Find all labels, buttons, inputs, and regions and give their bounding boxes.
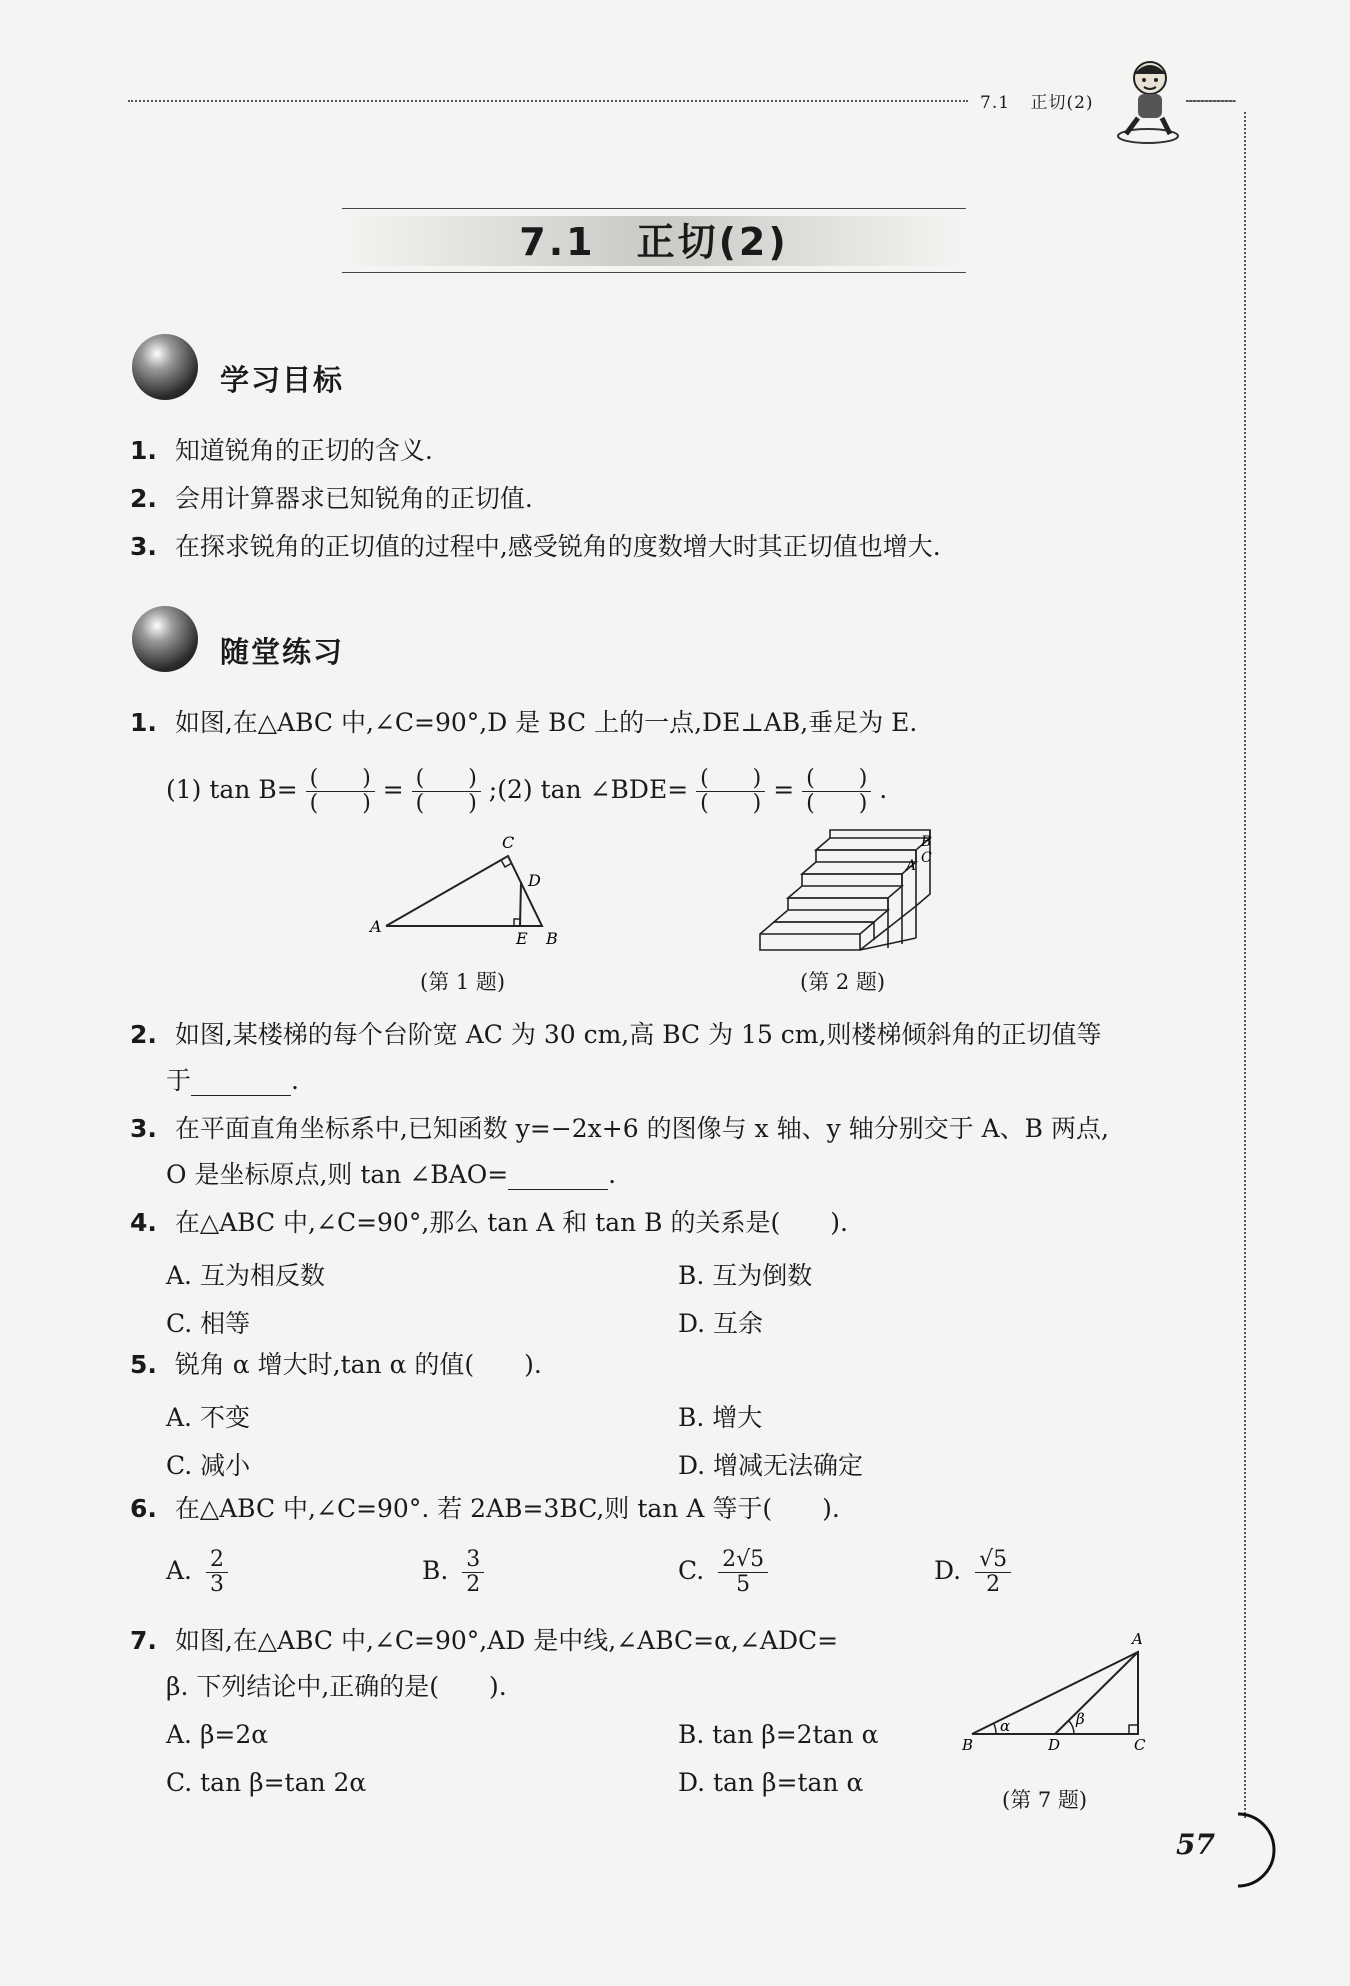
section-title-practice: 随堂练习 bbox=[220, 635, 345, 669]
goal-item: 1. 知道锐角的正切的含义. bbox=[130, 436, 433, 465]
label-alpha: α bbox=[1000, 1717, 1011, 1735]
figure-1-caption: (第 1 题) bbox=[420, 970, 506, 994]
label-D: D bbox=[1048, 1736, 1061, 1754]
option-b[interactable]: B. $\frac{3}{2}$ bbox=[422, 1548, 484, 1597]
option-d[interactable]: D. 增减无法确定 bbox=[678, 1451, 864, 1480]
question-1: 1. 如图,在△ABC 中,∠C=90°,D 是 BC 上的一点,DE⊥AB,垂足为 E. bbox=[130, 708, 918, 737]
label-B: B bbox=[921, 834, 932, 850]
figure-2-staircase bbox=[750, 826, 950, 958]
header-rule-left bbox=[128, 100, 968, 102]
question-3: 3. 在平面直角坐标系中,已知函数 y=−2x+6 的图像与 x 轴、y 轴分别交于 A、B 两点, bbox=[130, 1114, 1109, 1143]
question-7-cont: β. 下列结论中,正确的是( ). bbox=[166, 1672, 507, 1701]
question-1-parts: (1) tan B= $\frac{( )}{( )}$ = $\frac{( )}{( )}$ ;(2) tan ∠BDE= $\frac{( )}{( )}$ = $\frac{( )}{( )}$ . bbox=[166, 766, 888, 816]
page-number: 57 bbox=[1176, 1828, 1215, 1861]
figure-7-triangle bbox=[950, 1624, 1150, 1754]
option-a[interactable]: A. 互为相反数 bbox=[166, 1261, 325, 1290]
label-B: B bbox=[962, 1736, 974, 1754]
fraction-blank: $\frac{( )}{( )}$ bbox=[412, 767, 481, 816]
title-rule-bottom bbox=[342, 272, 966, 273]
label-C: C bbox=[921, 850, 932, 866]
option-c[interactable]: C. $\frac{2√5}{5}$ bbox=[678, 1548, 768, 1597]
question-7: 7. 如图,在△ABC 中,∠C=90°,AD 是中线,∠ABC=α,∠ADC= bbox=[130, 1626, 839, 1655]
label-A: A bbox=[1132, 1630, 1143, 1648]
label-C: C bbox=[1134, 1736, 1146, 1754]
question-5: 5. 锐角 α 增大时,tan α 的值( ). bbox=[130, 1350, 542, 1379]
fraction-blank: $\frac{( )}{( )}$ bbox=[802, 767, 871, 816]
chapter-title: 7.1 正切(2) bbox=[519, 220, 789, 264]
header-section: 7.1 bbox=[980, 93, 1011, 113]
fraction-blank: $\frac{( )}{( )}$ bbox=[306, 767, 375, 816]
option-c[interactable]: C. 减小 bbox=[166, 1451, 251, 1480]
header-running-title bbox=[980, 88, 1094, 113]
fraction-blank: $\frac{( )}{( )}$ bbox=[696, 767, 765, 816]
globe-icon bbox=[132, 606, 198, 672]
goal-item: 3. 在探求锐角的正切值的过程中,感受锐角的度数增大时其正切值也增大. bbox=[130, 532, 941, 561]
label-C: C bbox=[502, 833, 515, 852]
question-2: 2. 如图,某楼梯的每个台阶宽 AC 为 30 cm,高 BC 为 15 cm,则楼梯倾斜角的正切值等 bbox=[130, 1020, 1102, 1049]
question-3-cont: O 是坐标原点,则 tan ∠BAO= . bbox=[166, 1160, 617, 1189]
option-a[interactable]: A. $\frac{2}{3}$ bbox=[166, 1548, 228, 1597]
label-E: E bbox=[516, 929, 528, 946]
option-b[interactable]: B. 互为倒数 bbox=[678, 1261, 813, 1290]
figure-7-caption: (第 7 题) bbox=[1002, 1788, 1088, 1812]
question-2-cont: 于 . bbox=[166, 1066, 299, 1095]
margin-rule bbox=[1244, 112, 1246, 1818]
option-c[interactable]: C. 相等 bbox=[166, 1309, 251, 1338]
page-corner-arc bbox=[1218, 1810, 1278, 1890]
label-beta: β bbox=[1076, 1710, 1085, 1728]
option-b[interactable]: B. tan β=2tan α bbox=[678, 1720, 879, 1749]
title-rule-top bbox=[342, 208, 966, 209]
option-a[interactable]: A. β=2α bbox=[166, 1720, 269, 1749]
question-4: 4. 在△ABC 中,∠C=90°,那么 tan A 和 tan B 的关系是( ). bbox=[130, 1208, 848, 1237]
figure-2-caption: (第 2 题) bbox=[800, 970, 886, 994]
option-a[interactable]: A. 不变 bbox=[166, 1403, 250, 1432]
label-B: B bbox=[546, 929, 558, 946]
label-A: A bbox=[370, 917, 382, 936]
option-d[interactable]: D. $\frac{√5}{2}$ bbox=[934, 1548, 1011, 1597]
goal-item: 2. 会用计算器求已知锐角的正切值. bbox=[130, 484, 533, 513]
mascot-icon bbox=[1112, 56, 1184, 146]
label-A: A bbox=[906, 858, 917, 874]
answer-blank[interactable] bbox=[508, 1163, 608, 1190]
figure-1-triangle bbox=[360, 826, 580, 946]
option-d[interactable]: D. 互余 bbox=[678, 1309, 764, 1338]
sphere-icon bbox=[132, 334, 198, 400]
question-6: 6. 在△ABC 中,∠C=90°. 若 2AB=3BC,则 tan A 等于( ). bbox=[130, 1494, 840, 1523]
answer-blank[interactable] bbox=[191, 1069, 291, 1096]
label-D: D bbox=[528, 871, 541, 890]
option-d[interactable]: D. tan β=tan α bbox=[678, 1768, 864, 1797]
header-rule-right bbox=[1186, 100, 1236, 102]
option-b[interactable]: B. 增大 bbox=[678, 1403, 763, 1432]
option-c[interactable]: C. tan β=tan 2α bbox=[166, 1768, 367, 1797]
section-title-goals: 学习目标 bbox=[220, 363, 345, 397]
header-title: 正切(2) bbox=[1030, 93, 1094, 113]
